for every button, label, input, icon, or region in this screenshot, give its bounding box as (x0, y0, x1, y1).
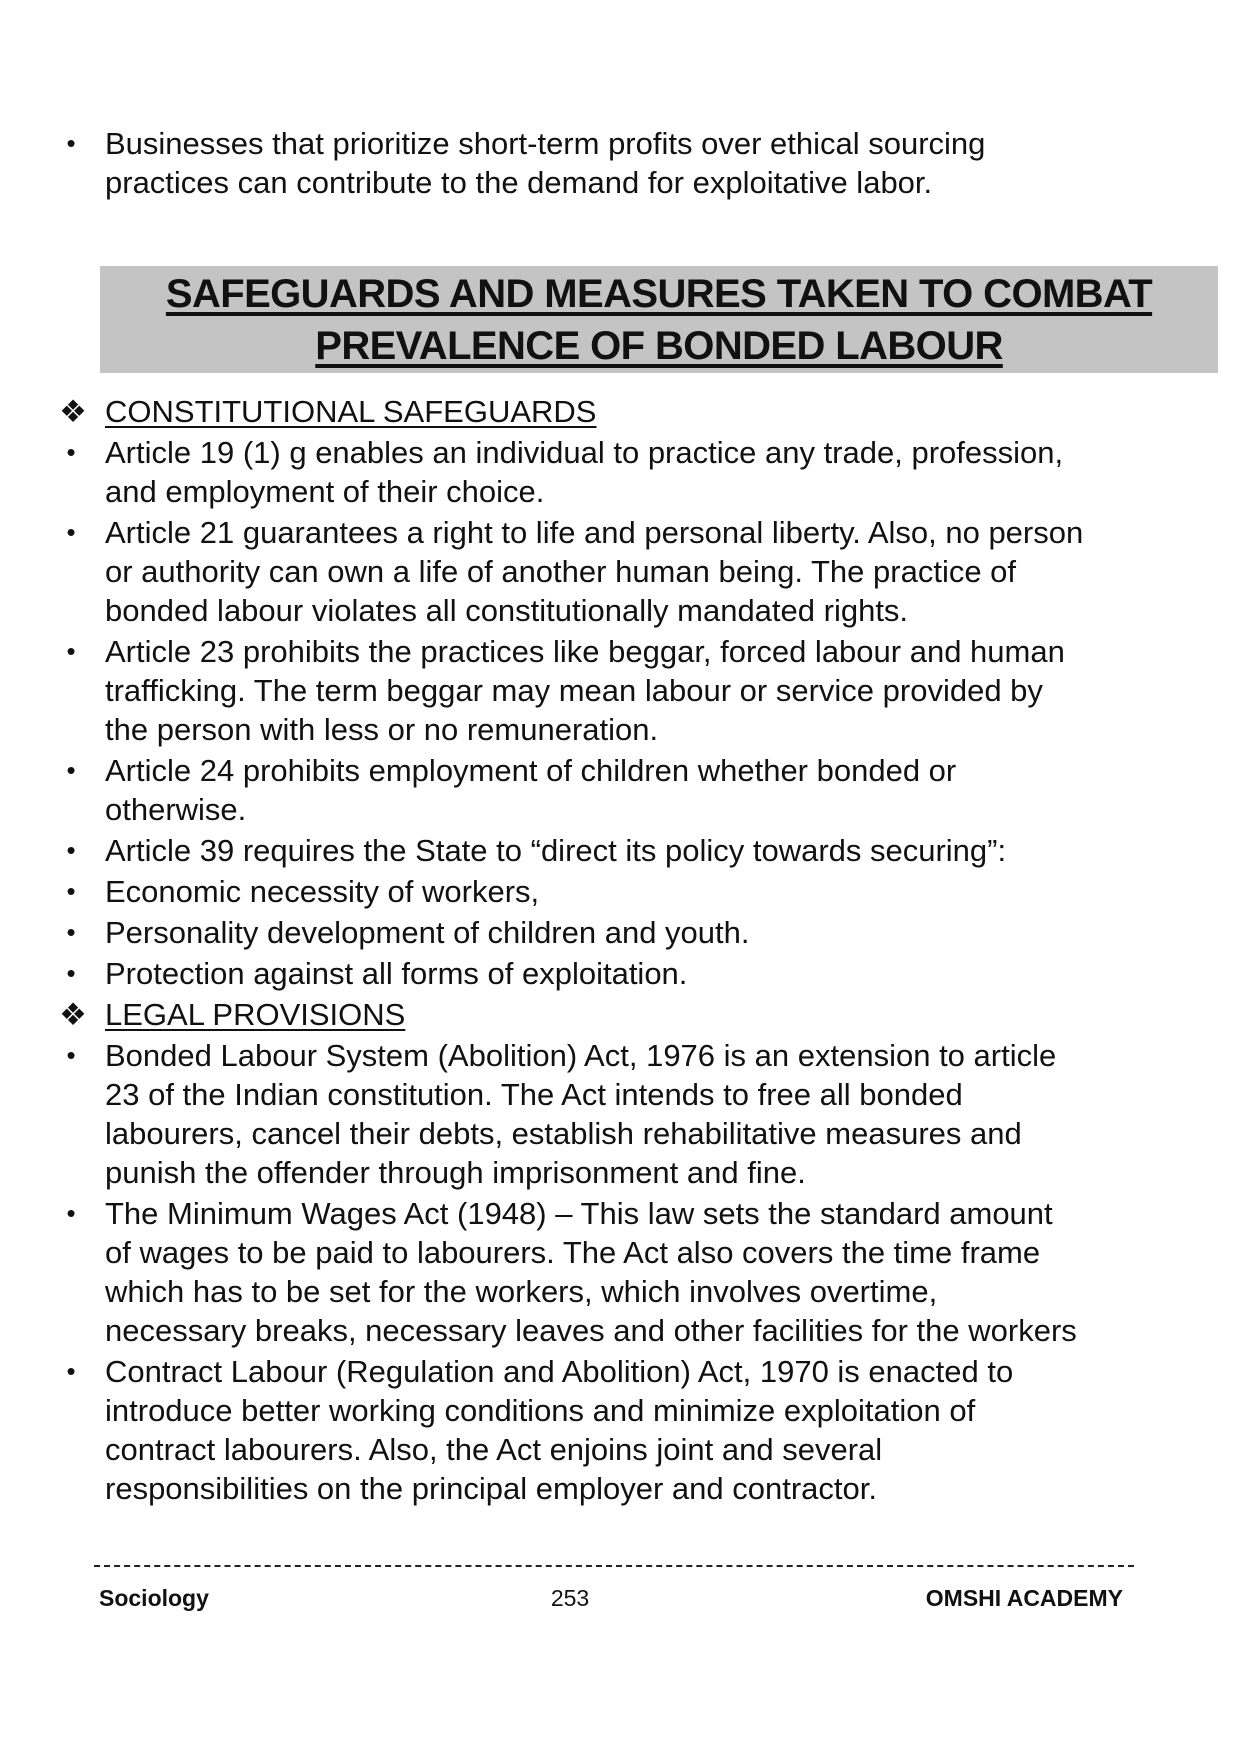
text-line: Economic necessity of workers, (105, 874, 540, 909)
text-line: or authority can own a life of another human being. The practice of (105, 554, 1017, 589)
text-line: contract labourers. Also, the Act enjoins joint and several (105, 1432, 883, 1467)
text-line: necessary breaks, necessary leaves and other facilities for the workers (105, 1313, 1077, 1348)
intro-list (0, 124, 1240, 204)
bullet-icon: • (66, 1040, 76, 1070)
list-item (0, 913, 1240, 952)
diamond-bullet-icon: ❖ (59, 394, 87, 429)
subsection-title-text: CONSTITUTIONAL SAFEGUARDS (105, 394, 597, 429)
text-line: otherwise. (105, 792, 247, 827)
bullet-icon: • (66, 835, 76, 865)
text-line: which has to be set for the workers, which involves overtime, (105, 1274, 938, 1309)
list-item (0, 632, 1240, 749)
bullet-icon: • (66, 437, 76, 467)
text-line: introduce better working conditions and minimize exploitation of (105, 1393, 976, 1428)
page-number: 253 (550, 1585, 590, 1611)
text-line: Article 23 prohibits the practices like beggar, forced labour and human (105, 634, 1065, 669)
bullet-icon: • (66, 958, 76, 988)
text-line: Article 24 prohibits employment of children whether bonded or (105, 753, 957, 788)
text-line: Article 39 requires the State to “direct its policy towards securing”: (105, 833, 1007, 868)
footer-divider (94, 1565, 1134, 1567)
subsection-title (0, 392, 1240, 431)
bullet-icon: • (66, 128, 76, 158)
bullet-icon: • (66, 636, 76, 666)
text-line: and employment of their choice. (105, 474, 545, 509)
bullet-icon: • (66, 517, 76, 547)
text-line: Article 19 (1) g enables an individual to practice any trade, profession, (105, 435, 1064, 470)
text-line: Protection against all forms of exploitation. (105, 956, 688, 991)
footer-publisher: OMSHI ACADEMY (925, 1585, 1123, 1611)
text-line: Personality development of children and youth. (105, 915, 750, 950)
subsection-title (0, 995, 1240, 1034)
text-line: trafficking. The term beggar may mean labour or service provided by (105, 673, 1043, 708)
text-line: the person with less or no remuneration. (105, 712, 659, 747)
list-item (0, 1194, 1240, 1350)
bullet-icon: • (66, 1356, 76, 1386)
text-line: Businesses that prioritize short-term profits over ethical sourcing (105, 126, 986, 161)
list-item (0, 954, 1240, 993)
text-line: Article 21 guarantees a right to life and personal liberty. Also, no person (105, 515, 1084, 550)
list-item (0, 872, 1240, 911)
bullet-icon: • (66, 755, 76, 785)
subsection-title-text: LEGAL PROVISIONS (105, 997, 406, 1032)
text-line: 23 of the Indian constitution. The Act intends to free all bonded (105, 1077, 963, 1112)
list-item (0, 1036, 1240, 1192)
list-item (0, 831, 1240, 870)
text-line: labourers, cancel their debts, establish rehabilitative measures and (105, 1116, 1022, 1151)
text-line: punish the offender through imprisonment and fine. (105, 1155, 806, 1190)
bullet-icon: • (66, 917, 76, 947)
list-item (0, 513, 1240, 630)
list-item (0, 124, 1240, 202)
text-line: The Minimum Wages Act (1948) – This law sets the standard amount (105, 1196, 1053, 1231)
text-line: practices can contribute to the demand for exploitative labor. (105, 165, 933, 200)
bullet-icon: • (66, 1198, 76, 1228)
section-heading (100, 266, 1218, 373)
footer-subject: Sociology (99, 1585, 209, 1611)
list-item (0, 433, 1240, 511)
text-line: of wages to be paid to labourers. The Act also covers the time frame (105, 1235, 1041, 1270)
list-item (0, 1352, 1240, 1508)
heading-line-2: PREVALENCE OF BONDED LABOUR (315, 324, 1003, 368)
text-line: bonded labour violates all constitutionally mandated rights. (105, 593, 909, 628)
bullet-icon: • (66, 876, 76, 906)
safeguards-list (0, 392, 1240, 1510)
text-line: Contract Labour (Regulation and Abolition) Act, 1970 is enacted to (105, 1354, 1014, 1389)
heading-line-1: SAFEGUARDS AND MEASURES TAKEN TO COMBAT (165, 272, 1153, 316)
text-line: responsibilities on the principal employer and contractor. (105, 1471, 877, 1506)
diamond-bullet-icon: ❖ (59, 997, 87, 1032)
text-line: Bonded Labour System (Abolition) Act, 1976 is an extension to article (105, 1038, 1057, 1073)
list-item (0, 751, 1240, 829)
